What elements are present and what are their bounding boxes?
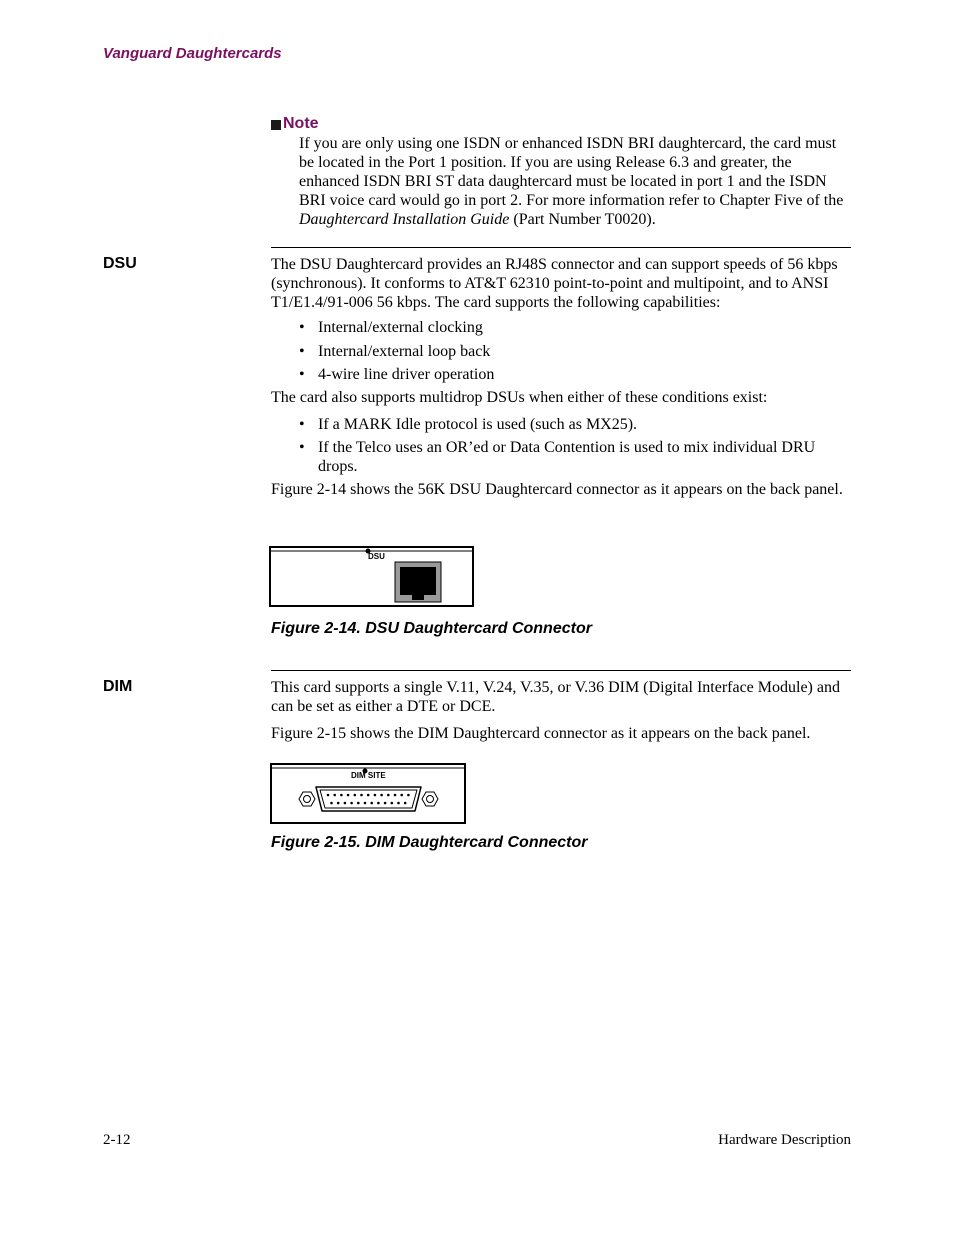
list-item: • If a MARK Idle protocol is used (such as MX25). [271,415,851,434]
connector-pin [407,794,410,797]
connector-pin [404,802,407,805]
dsu-conditions-list [271,415,851,476]
connector-pin [380,794,383,797]
note-text-end: (Part Number T0020). [509,211,656,228]
connector-pin [360,794,363,797]
connector-pin [354,794,357,797]
dsu-multidrop-intro: The card also supports multidrop DSUs when either of these conditions exist: [271,389,768,406]
dim-body [271,678,851,743]
dim-heading: DIM [103,678,133,695]
connector-pin [327,794,330,797]
connector-pin [333,794,336,797]
dsu-intro: The DSU Daughtercard provides an RJ48S connector and can support speeds of 56 kbps (synchronous). It conforms to AT&T 62310 point-to-point and multipoint, and to ANSI T1/E1.4/91-006 56 kbps. The card supports the following capabilities: [271,256,838,311]
page-number: 2-12 [103,1132,131,1148]
connector-pin [370,802,373,805]
running-head: Vanguard Daughtercards [103,45,282,62]
connector-pin [330,802,333,805]
connector-pin [384,802,387,805]
connector-pin [357,802,360,805]
connector-pin [340,794,343,797]
connector-pin [374,794,377,797]
dsu-capabilities-list [271,318,851,384]
dim-figure-caption: Figure 2-15. DIM Daughtercard Connector [271,834,588,851]
dsu-body [271,255,851,499]
dsu-connector-figure [269,546,474,607]
dim-panel-label: DIM SITE [351,771,386,780]
note-title [271,114,851,134]
note-title-text: Note [283,115,319,132]
list-item: • 4-wire line driver operation [271,365,851,384]
note-guide-title: Daughtercard Installation Guide [299,211,510,228]
footer-section-title: Hardware Description [718,1132,851,1148]
note-text: If you are only using one ISDN or enhanced ISDN BRI daughtercard, the card must be located in the Port 1 position. If you are using Release 6.3 and greater, the enhanced ISDN BRI ST data daughtercard must be located in port 1 and the ISDN BRI voice card would go in port 2. For more information refer to Chapter Five of the [299,135,844,209]
connector-pin [364,802,367,805]
note-block [271,114,851,229]
connector-pin [397,802,400,805]
dsu-panel-label: DSU [368,552,385,561]
note-square-icon [271,120,281,130]
dim-connector-figure [270,763,466,824]
section-divider [271,247,851,248]
connector-pin [400,794,403,797]
connector-pin [394,794,397,797]
section-divider [271,670,851,671]
connector-pin [344,802,347,805]
list-item: • Internal/external loop back [271,342,851,361]
connector-pin [350,802,353,805]
dim-intro: This card supports a single V.11, V.24, V.35, or V.36 DIM (Digital Interface Module) and can be set as either a DTE or DCE. [271,679,840,715]
connector-pin [377,802,380,805]
connector-pin [367,794,370,797]
list-item: • If the Telco uses an OR’ed or Data Contention is used to mix individual DRU drops. [271,438,851,476]
dsu-heading: DSU [103,255,137,272]
connector-pin [347,794,350,797]
connector-pin [391,802,394,805]
list-item: • Internal/external clocking [271,318,851,337]
note-body [299,134,851,229]
dsu-figure-caption: Figure 2-14. DSU Daughtercard Connector [271,620,592,637]
dim-figure-reference: Figure 2-15 shows the DIM Daughtercard connector as it appears on the back panel. [271,725,811,742]
connector-pin [387,794,390,797]
dsu-figure-reference: Figure 2-14 shows the 56K DSU Daughtercard connector as it appears on the back panel. [271,481,843,498]
connector-pin [337,802,340,805]
